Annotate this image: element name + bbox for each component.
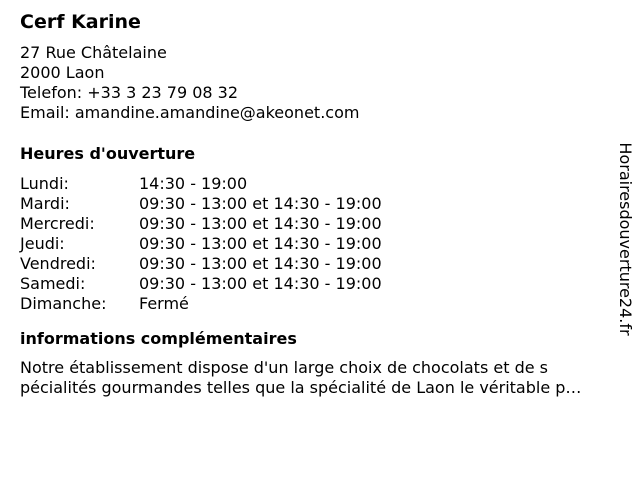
hours-row-dimanche — [20, 294, 620, 314]
hours-day: Jeudi: — [20, 234, 65, 253]
business-card — [20, 10, 620, 398]
address-city: 2000 Laon — [20, 63, 105, 82]
description-line-2: pécialités gourmandes telles que la spécialité de Laon le véritable p… — [20, 378, 582, 397]
hours-day: Dimanche: — [20, 294, 107, 313]
opening-hours-heading: Heures d'ouverture — [20, 144, 196, 163]
additional-info-heading: informations complémentaires — [20, 329, 297, 348]
hours-row-lundi — [20, 174, 620, 194]
hours-row-vendredi — [20, 254, 620, 274]
hours-row-mercredi — [20, 214, 620, 234]
hours-row-mardi — [20, 194, 620, 214]
hours-time: 09:30 - 13:00 et 14:30 - 19:00 — [139, 194, 382, 213]
site-watermark: Horairesdouverture24.fr — [616, 142, 635, 336]
hours-time: Fermé — [139, 294, 189, 313]
hours-day: Samedi: — [20, 274, 86, 293]
hours-day: Mercredi: — [20, 214, 95, 233]
hours-day: Lundi: — [20, 174, 69, 193]
phone-line: Telefon: +33 3 23 79 08 32 — [20, 83, 239, 102]
hours-day: Vendredi: — [20, 254, 96, 273]
hours-time: 09:30 - 13:00 et 14:30 - 19:00 — [139, 274, 382, 293]
hours-time: 09:30 - 13:00 et 14:30 - 19:00 — [139, 214, 382, 233]
hours-time: 14:30 - 19:00 — [139, 174, 248, 193]
hours-day: Mardi: — [20, 194, 70, 213]
hours-time: 09:30 - 13:00 et 14:30 - 19:00 — [139, 254, 382, 273]
hours-time: 09:30 - 13:00 et 14:30 - 19:00 — [139, 234, 382, 253]
email-line: Email: amandine.amandine@akeonet.com — [20, 103, 360, 122]
opening-hours-table — [20, 174, 620, 314]
business-name: Cerf Karine — [20, 11, 141, 33]
hours-row-jeudi — [20, 234, 620, 254]
hours-row-samedi — [20, 274, 620, 294]
address-street: 27 Rue Châtelaine — [20, 43, 167, 62]
description-line-1: Notre établissement dispose d'un large choix de chocolats et de s — [20, 358, 548, 377]
